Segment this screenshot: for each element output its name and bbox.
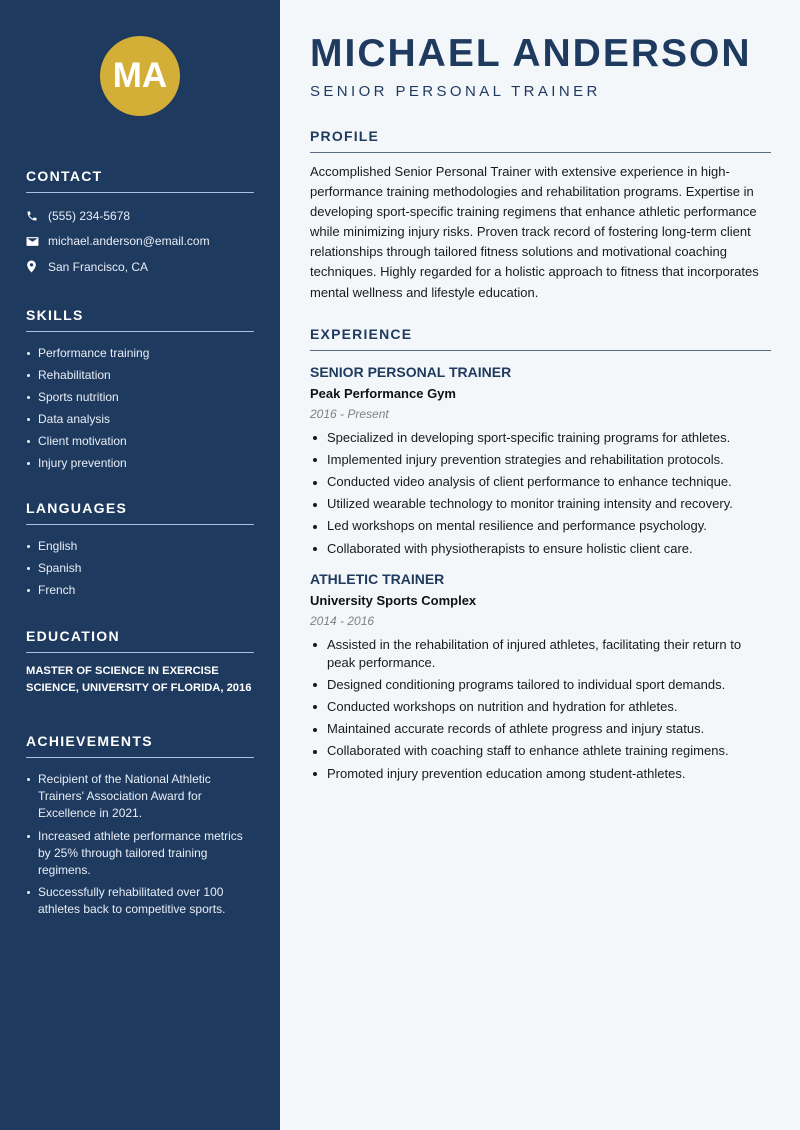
profile-section bbox=[310, 128, 771, 303]
contact-heading: CONTACT bbox=[26, 168, 254, 193]
email-icon bbox=[26, 236, 48, 247]
experience-section bbox=[310, 326, 771, 783]
job-bullet: Led workshops on mental resilience and performance psychology. bbox=[310, 517, 771, 535]
education-heading: EDUCATION bbox=[26, 628, 254, 653]
languages-list bbox=[26, 535, 254, 602]
job-bullet: Collaborated with physiotherapists to ensure holistic client care. bbox=[310, 540, 771, 558]
job-bullets bbox=[310, 429, 771, 558]
achievements-list bbox=[26, 771, 254, 918]
candidate-name: MICHAEL ANDERSON bbox=[310, 32, 752, 75]
skills-heading: SKILLS bbox=[26, 307, 254, 332]
job-bullet: Implemented injury prevention strategies and rehabilitation protocols. bbox=[310, 451, 771, 469]
skills-section bbox=[26, 307, 254, 475]
experience-heading: EXPERIENCE bbox=[310, 326, 771, 351]
candidate-title: SENIOR PERSONAL TRAINER bbox=[310, 83, 601, 100]
skill-item: Sports nutrition bbox=[26, 386, 254, 408]
skill-item: Client motivation bbox=[26, 430, 254, 452]
location-pin-icon bbox=[26, 260, 48, 273]
job-bullet: Conducted workshops on nutrition and hydration for athletes. bbox=[310, 698, 771, 716]
skills-list bbox=[26, 342, 254, 475]
job-title: SENIOR PERSONAL TRAINER bbox=[310, 363, 512, 380]
job-company: Peak Performance Gym bbox=[310, 385, 456, 401]
languages-heading: LANGUAGES bbox=[26, 500, 254, 525]
location-text: San Francisco, CA bbox=[48, 259, 149, 274]
job-entry bbox=[310, 363, 771, 558]
achievement-item: Increased athlete performance metrics by 25% through tailored training regimens. bbox=[26, 828, 254, 879]
language-item: French bbox=[26, 579, 254, 601]
job-title: ATHLETIC TRAINER bbox=[310, 570, 445, 587]
profile-summary: Accomplished Senior Personal Trainer with extensive experience in high-performance training methodologies and rehabilitation programs. Expertise in developing sport-specific training regimens that enhance athletic performance while minimizing injury risks. Proven track record of fostering long-term client relationships through tailored fitness solutions and motivational coaching techniques. Highly regarded for a holistic approach to fitness that incorporates mental wellness and lifestyle education. bbox=[310, 164, 759, 300]
job-dates: 2016 - Present bbox=[310, 406, 389, 421]
job-bullet: Promoted injury prevention education among student-athletes. bbox=[310, 765, 771, 783]
contact-phone bbox=[26, 203, 254, 229]
achievement-item: Recipient of the National Athletic Trainers' Association Award for Excellence in 2021. bbox=[26, 771, 254, 822]
skill-item: Data analysis bbox=[26, 408, 254, 430]
job-bullet: Utilized wearable technology to monitor training intensity and recovery. bbox=[310, 495, 771, 513]
contact-section bbox=[26, 168, 254, 280]
contact-location bbox=[26, 254, 254, 280]
job-entry bbox=[310, 570, 771, 783]
job-bullet: Assisted in the rehabilitation of injured athletes, facilitating their return to peak performance. bbox=[310, 636, 771, 672]
email-text[interactable]: michael.anderson@email.com bbox=[48, 234, 210, 249]
sidebar bbox=[0, 0, 280, 1130]
job-company: University Sports Complex bbox=[310, 592, 477, 608]
skill-item: Performance training bbox=[26, 342, 254, 364]
job-bullet: Conducted video analysis of client performance to enhance technique. bbox=[310, 473, 771, 491]
job-bullet: Collaborated with coaching staff to enhance athlete training regimens. bbox=[310, 742, 771, 760]
main-content bbox=[280, 0, 800, 1130]
skill-item: Rehabilitation bbox=[26, 364, 254, 386]
job-bullet: Specialized in developing sport-specific training programs for athletes. bbox=[310, 429, 771, 447]
contact-email bbox=[26, 229, 254, 255]
achievement-item: Successfully rehabilitated over 100 athletes back to competitive sports. bbox=[26, 884, 254, 918]
achievements-section bbox=[26, 733, 254, 918]
education-entry: MASTER OF SCIENCE IN EXERCISE SCIENCE, UNIVERSITY OF FLORIDA, 2016 bbox=[26, 665, 252, 695]
skill-item: Injury prevention bbox=[26, 452, 254, 474]
profile-heading: PROFILE bbox=[310, 128, 771, 153]
phone-icon bbox=[26, 210, 48, 222]
languages-section bbox=[26, 500, 254, 602]
education-section bbox=[26, 628, 254, 697]
job-dates: 2014 - 2016 bbox=[310, 613, 375, 628]
language-item: English bbox=[26, 535, 254, 557]
job-bullets bbox=[310, 636, 771, 783]
language-item: Spanish bbox=[26, 557, 254, 579]
phone-text[interactable]: (555) 234-5678 bbox=[48, 208, 131, 223]
job-bullet: Designed conditioning programs tailored to individual sport demands. bbox=[310, 676, 771, 694]
avatar: MA bbox=[100, 36, 180, 116]
avatar-container bbox=[26, 0, 254, 160]
achievements-heading: ACHIEVEMENTS bbox=[26, 733, 254, 758]
job-bullet: Maintained accurate records of athlete progress and injury status. bbox=[310, 720, 771, 738]
